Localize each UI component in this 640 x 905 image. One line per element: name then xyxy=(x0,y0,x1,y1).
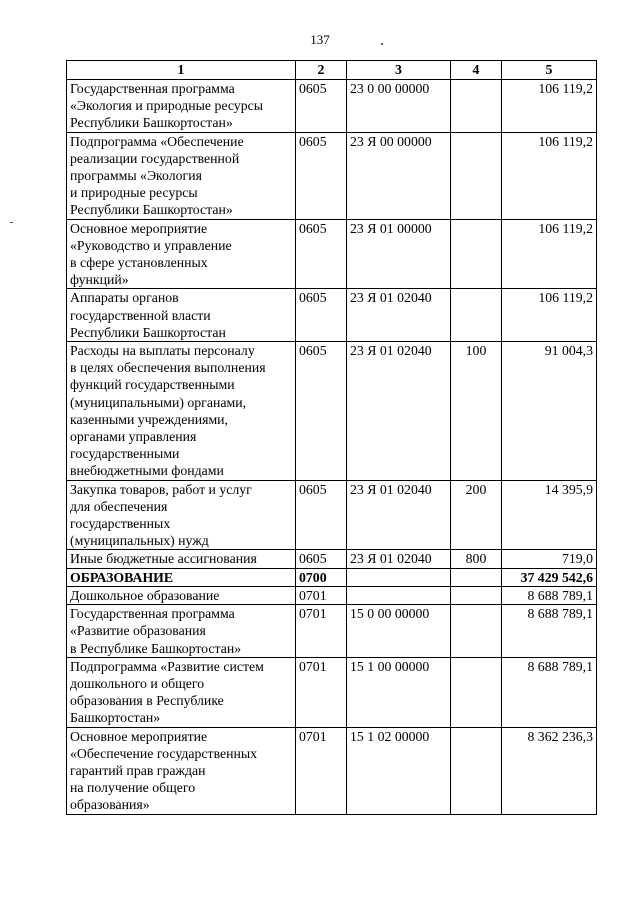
row-target-article-cell: 23 Я 01 02040 xyxy=(347,550,451,568)
table-row xyxy=(67,342,597,481)
row-target-article-cell: 23 Я 01 02040 xyxy=(347,480,451,550)
row-expense-type-cell xyxy=(451,289,502,342)
budget-table xyxy=(66,60,597,815)
scan-speck xyxy=(381,43,383,45)
row-expense-type-cell xyxy=(451,568,502,586)
row-name-cell: Аппараты органов государственной власти Республики Башкортостан xyxy=(67,289,296,342)
row-expense-type-cell xyxy=(451,586,502,604)
row-expense-type-cell: 200 xyxy=(451,480,502,550)
table-row xyxy=(67,586,597,604)
header-col-2: 2 xyxy=(296,61,347,80)
row-target-article-cell: 23 Я 01 02040 xyxy=(347,289,451,342)
table-row xyxy=(67,289,597,342)
row-name-cell: Иные бюджетные ассигнования xyxy=(67,550,296,568)
row-section-code-cell: 0701 xyxy=(296,727,347,814)
table-row xyxy=(67,657,597,727)
row-name-cell: Закупка товаров, работ и услуг для обеспечения государственных (муниципальных) нужд xyxy=(67,480,296,550)
row-expense-type-cell xyxy=(451,219,502,289)
table-row xyxy=(67,480,597,550)
header-col-5: 5 xyxy=(502,61,597,80)
row-amount-cell: 106 119,2 xyxy=(502,132,597,219)
row-amount-cell: 91 004,3 xyxy=(502,342,597,481)
row-amount-cell: 14 395,9 xyxy=(502,480,597,550)
row-target-article-cell xyxy=(347,586,451,604)
table-row xyxy=(67,550,597,568)
row-section-code-cell: 0701 xyxy=(296,605,347,658)
row-section-code-cell: 0605 xyxy=(296,550,347,568)
row-expense-type-cell: 800 xyxy=(451,550,502,568)
row-target-article-cell: 23 Я 01 02040 xyxy=(347,342,451,481)
header-col-1: 1 xyxy=(67,61,296,80)
row-target-article-cell: 23 Я 00 00000 xyxy=(347,132,451,219)
row-section-code-cell: 0605 xyxy=(296,480,347,550)
row-target-article-cell xyxy=(347,568,451,586)
row-amount-cell: 8 688 789,1 xyxy=(502,586,597,604)
row-section-code-cell: 0605 xyxy=(296,289,347,342)
row-section-code-cell: 0605 xyxy=(296,342,347,481)
table-row xyxy=(67,605,597,658)
header-col-3: 3 xyxy=(347,61,451,80)
row-section-code-cell: 0605 xyxy=(296,132,347,219)
row-section-code-cell: 0605 xyxy=(296,219,347,289)
row-expense-type-cell: 100 xyxy=(451,342,502,481)
row-amount-cell: 106 119,2 xyxy=(502,219,597,289)
row-section-code-cell: 0700 xyxy=(296,568,347,586)
row-target-article-cell: 15 1 02 00000 xyxy=(347,727,451,814)
row-name-cell: ОБРАЗОВАНИЕ xyxy=(67,568,296,586)
row-amount-cell: 719,0 xyxy=(502,550,597,568)
row-name-cell: Подпрограмма «Обеспечение реализации государственной программы «Экология и природные ресурсы Республики Башкортостан» xyxy=(67,132,296,219)
row-name-cell: Основное мероприятие «Руководство и управление в сфере установленных функций» xyxy=(67,219,296,289)
row-expense-type-cell xyxy=(451,605,502,658)
row-amount-cell: 106 119,2 xyxy=(502,289,597,342)
row-name-cell: Дошкольное образование xyxy=(67,586,296,604)
row-name-cell: Основное мероприятие «Обеспечение государственных гарантий прав граждан на получение общего образования» xyxy=(67,727,296,814)
row-name-cell: Расходы на выплаты персоналу в целях обеспечения выполнения функций государственными (муниципальными) органами, казенными учреждениями, органами управления государственными внебюджетными фондами xyxy=(67,342,296,481)
table-row xyxy=(67,219,597,289)
row-name-cell: Государственная программа «Экология и природные ресурсы Республики Башкортостан» xyxy=(67,80,296,133)
row-target-article-cell: 23 0 00 00000 xyxy=(347,80,451,133)
row-section-code-cell: 0701 xyxy=(296,657,347,727)
table-row xyxy=(67,80,597,133)
header-col-4: 4 xyxy=(451,61,502,80)
scan-speck xyxy=(10,222,13,223)
row-name-cell: Подпрограмма «Развитие систем дошкольного и общего образования в Республике Башкортостан» xyxy=(67,657,296,727)
table-header xyxy=(67,61,597,80)
row-amount-cell: 8 362 236,3 xyxy=(502,727,597,814)
row-amount-cell: 106 119,2 xyxy=(502,80,597,133)
row-expense-type-cell xyxy=(451,80,502,133)
row-target-article-cell: 23 Я 01 00000 xyxy=(347,219,451,289)
row-amount-cell: 8 688 789,1 xyxy=(502,605,597,658)
row-expense-type-cell xyxy=(451,132,502,219)
row-section-code-cell: 0701 xyxy=(296,586,347,604)
row-amount-cell: 37 429 542,6 xyxy=(502,568,597,586)
page-number: 137 xyxy=(310,32,330,47)
row-name-cell: Государственная программа «Развитие образования в Республике Башкортостан» xyxy=(67,605,296,658)
table-body xyxy=(67,80,597,815)
table-row xyxy=(67,727,597,814)
row-amount-cell: 8 688 789,1 xyxy=(502,657,597,727)
row-expense-type-cell xyxy=(451,657,502,727)
table-row xyxy=(67,568,597,586)
row-expense-type-cell xyxy=(451,727,502,814)
row-target-article-cell: 15 0 00 00000 xyxy=(347,605,451,658)
table-row xyxy=(67,132,597,219)
row-target-article-cell: 15 1 00 00000 xyxy=(347,657,451,727)
row-section-code-cell: 0605 xyxy=(296,80,347,133)
header-row xyxy=(67,61,597,80)
